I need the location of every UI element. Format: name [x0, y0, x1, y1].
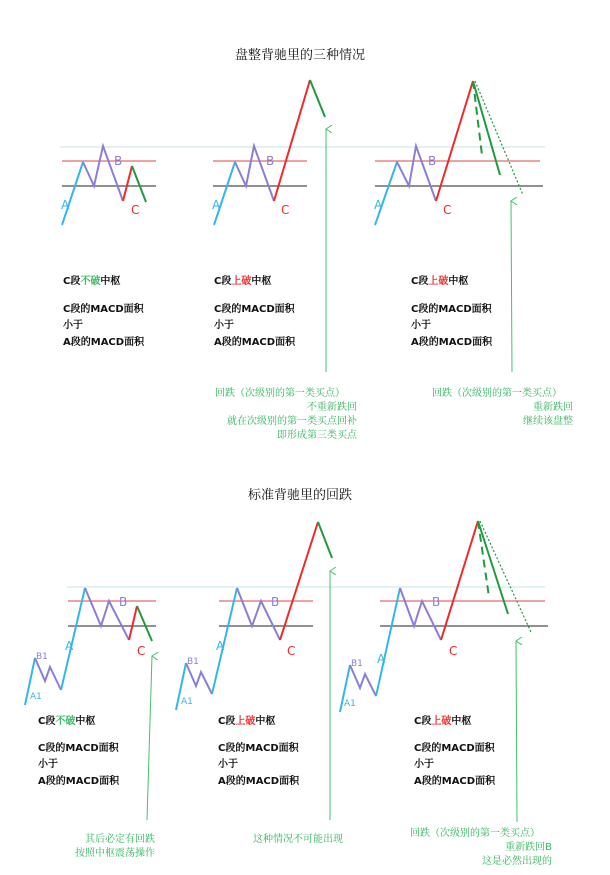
label-b: B [432, 595, 441, 609]
segment-a [214, 162, 235, 225]
segment-c [441, 521, 478, 640]
label-b1: B1 [36, 652, 48, 662]
svg-text:C段的MACD面积: C段的MACD面积 [218, 743, 299, 754]
svg-text:C段不破中枢: C段不破中枢 [63, 276, 121, 287]
segment-b1 [186, 663, 212, 694]
segment-b1 [350, 665, 376, 696]
svg-text:C段的MACD面积: C段的MACD面积 [38, 743, 119, 754]
svg-text:C段的MACD面积: C段的MACD面积 [414, 743, 495, 754]
svg-text:C段的MACD面积: C段的MACD面积 [214, 304, 295, 315]
svg-text:回跌（次级别的第一类买点）: 回跌（次级别的第一类买点） [432, 388, 562, 399]
pullback-segment [318, 522, 332, 558]
segment-a [62, 162, 83, 225]
svg-text:重新跌回: 重新跌回 [533, 402, 573, 413]
label-a: A [65, 639, 74, 653]
label-c: C [137, 644, 146, 658]
svg-text:A段的MACD面积: A段的MACD面积 [218, 776, 300, 787]
arrow-icon [511, 201, 512, 372]
label-b: B [114, 154, 123, 168]
arrow-icon [147, 656, 152, 820]
label-c: C [281, 203, 290, 217]
segment-c [274, 80, 310, 201]
svg-text:小于: 小于 [414, 759, 434, 770]
bottom-note-3 [410, 826, 552, 867]
bottom-note-1 [75, 832, 155, 859]
svg-text:C段上破中枢: C段上破中枢 [218, 716, 276, 727]
pullback-segment [310, 80, 325, 117]
svg-text:回跌（次级别的第一类买点）: 回跌（次级别的第一类买点） [215, 388, 345, 399]
label-a: A [61, 198, 70, 212]
bottom-caption-2 [218, 714, 300, 787]
label-b1: B1 [351, 659, 363, 669]
svg-text:A段的MACD面积: A段的MACD面积 [63, 337, 145, 348]
svg-text:不重新跌回: 不重新跌回 [307, 402, 357, 413]
svg-text:按照中枢震荡操作: 按照中枢震荡操作 [75, 848, 155, 859]
label-a1: A1 [30, 692, 42, 702]
top-case-3 [374, 81, 543, 372]
label-a: A [212, 198, 221, 212]
svg-text:这是必然出现的: 这是必然出现的 [482, 856, 552, 867]
svg-text:C段不破中枢: C段不破中枢 [38, 716, 96, 727]
label-c: C [449, 644, 458, 658]
svg-text:A段的MACD面积: A段的MACD面积 [38, 776, 120, 787]
label-a1: A1 [344, 699, 356, 709]
segment-c [436, 81, 473, 201]
pullback-segment [137, 606, 152, 641]
top-caption-2 [214, 274, 296, 348]
bottom-caption-1 [38, 714, 120, 787]
segment-c [123, 166, 132, 201]
pullback-segment [478, 521, 508, 614]
label-b: B [266, 154, 275, 168]
svg-text:A段的MACD面积: A段的MACD面积 [414, 776, 496, 787]
segment-a [376, 588, 400, 696]
svg-text:即形成第三类买点: 即形成第三类买点 [277, 430, 357, 441]
label-b1: B1 [187, 657, 199, 667]
svg-text:重新跌回B: 重新跌回B [505, 842, 552, 853]
label-b: B [271, 595, 280, 609]
top-case-1 [61, 146, 156, 225]
svg-text:小于: 小于 [214, 320, 234, 331]
pullback-dotted [480, 521, 531, 632]
svg-text:A段的MACD面积: A段的MACD面积 [411, 337, 493, 348]
svg-text:就在次级别的第一类买点回补: 就在次级别的第一类买点回补 [227, 416, 357, 427]
svg-text:这种情况不可能出现: 这种情况不可能出现 [253, 834, 343, 845]
label-c: C [443, 203, 452, 217]
svg-text:继续该盘整: 继续该盘整 [523, 416, 573, 427]
svg-text:小于: 小于 [38, 759, 58, 770]
arrow-icon [516, 641, 517, 822]
top-title: 盘整背驰里的三种情况 [234, 48, 366, 63]
svg-text:C段的MACD面积: C段的MACD面积 [411, 304, 492, 315]
pullback-dotted [475, 81, 523, 195]
bottom-note-2 [253, 832, 343, 845]
top-caption-1 [63, 274, 145, 348]
svg-text:C段上破中枢: C段上破中枢 [414, 716, 472, 727]
pullback-dashed [478, 521, 489, 597]
label-a1: A1 [181, 697, 193, 707]
bottom-caption-3 [414, 714, 496, 787]
pullback-dashed [473, 81, 482, 155]
segment-a [375, 162, 397, 225]
label-a: A [377, 652, 386, 666]
segment-c [280, 522, 318, 640]
label-b: B [119, 595, 128, 609]
svg-text:C段上破中枢: C段上破中枢 [214, 276, 272, 287]
svg-text:其后必定有回跌: 其后必定有回跌 [85, 834, 155, 845]
label-c: C [287, 644, 296, 658]
label-a: A [216, 639, 225, 653]
label-b: B [428, 154, 437, 168]
svg-text:C段上破中枢: C段上破中枢 [411, 276, 469, 287]
top-caption-3 [411, 274, 493, 348]
svg-text:小于: 小于 [411, 320, 431, 331]
svg-text:小于: 小于 [63, 320, 83, 331]
bottom-title: 标准背驰里的回跌 [247, 488, 353, 503]
svg-text:回跌（次级别的第一类买点）: 回跌（次级别的第一类买点） [410, 828, 540, 839]
pullback-segment [132, 166, 146, 202]
segment-b1 [35, 658, 61, 690]
top-note-2 [215, 386, 358, 441]
svg-text:C段的MACD面积: C段的MACD面积 [63, 304, 144, 315]
svg-text:A段的MACD面积: A段的MACD面积 [214, 337, 296, 348]
top-note-3 [432, 386, 573, 427]
segment-c [129, 606, 137, 640]
label-c: C [131, 203, 140, 217]
svg-text:小于: 小于 [218, 759, 238, 770]
label-a: A [374, 198, 383, 212]
